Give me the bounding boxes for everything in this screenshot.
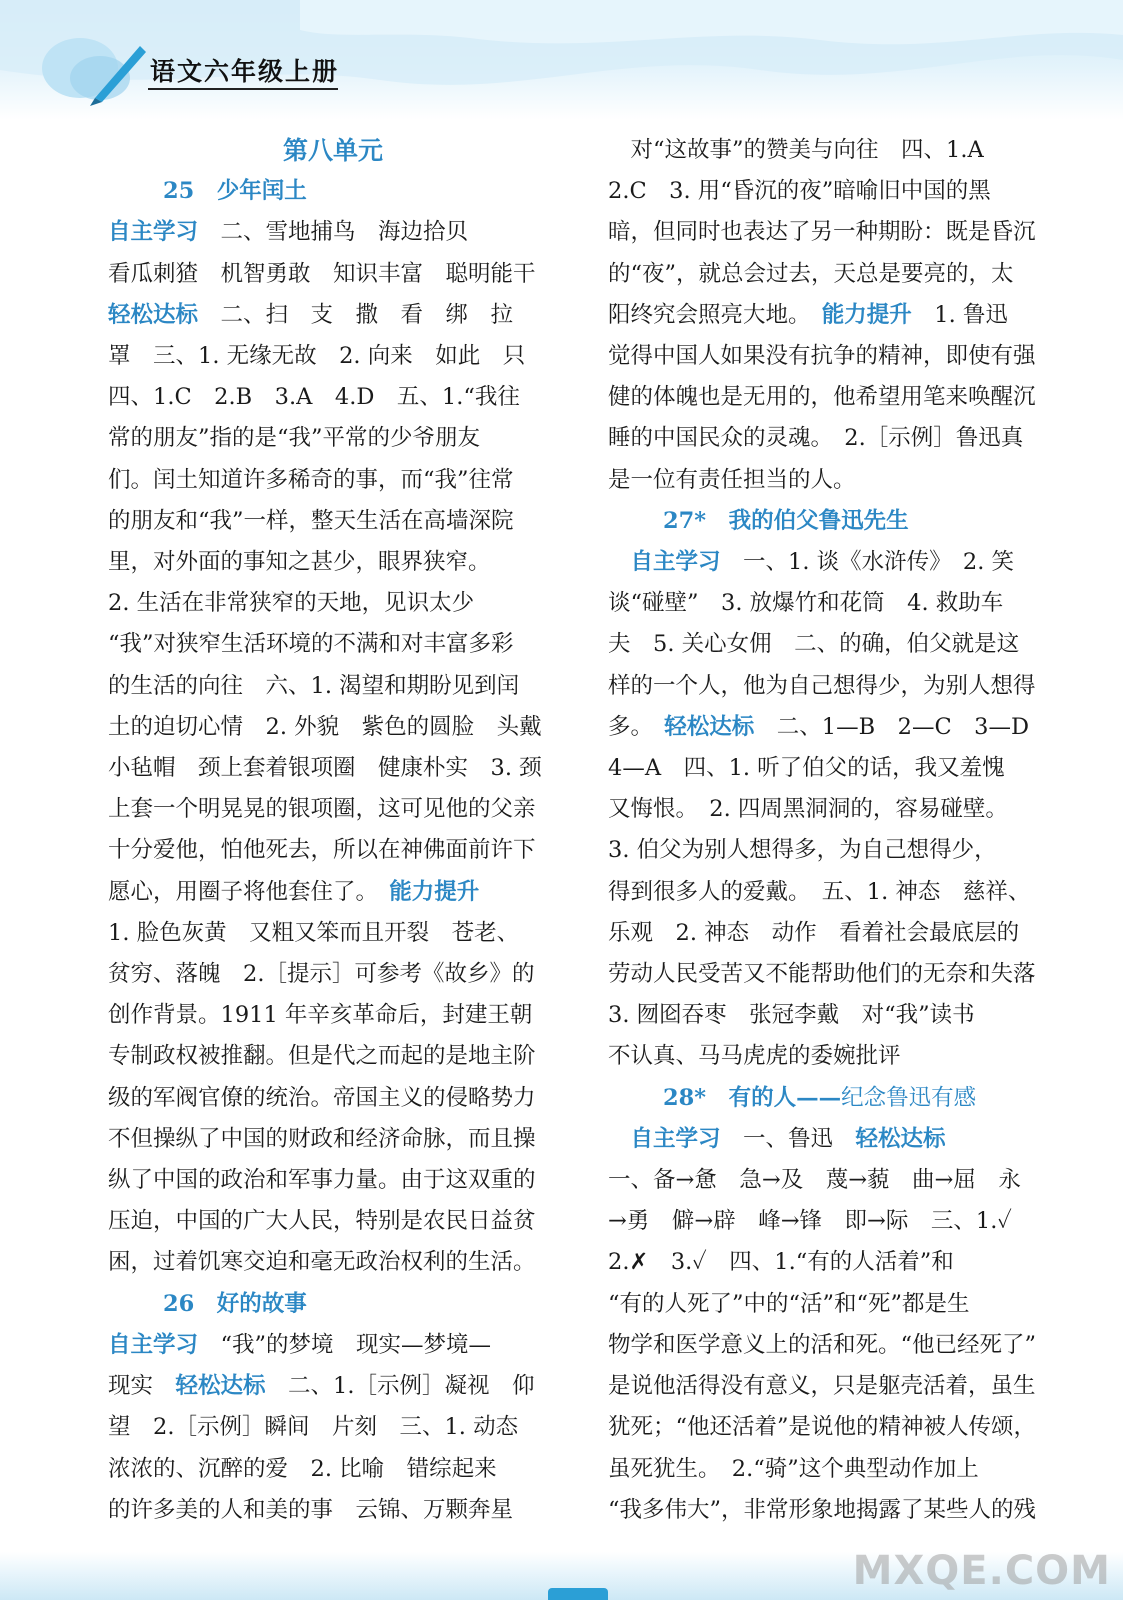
answer-line (108, 1242, 558, 1283)
answer-text: 级的军阀官僚的统治。帝国主义的侵略势力 (108, 1084, 536, 1111)
lesson-title (608, 501, 1063, 542)
book-title: 语文六年级上册 (150, 57, 340, 86)
answer-line (608, 1160, 1063, 1201)
answer-text: 觉得中国人如果没有抗争的精神，即使有强 (608, 343, 1036, 370)
answer-text: 专制政权被推翻。但是代之而起的是地主阶 (108, 1043, 536, 1070)
answer-text: 暗，但同时也表达了另一种期盼：既是昏沉 (608, 219, 1036, 246)
answer-line (108, 624, 558, 665)
answer-text: 里，对外面的事知之甚少，眼界狭窄。 (108, 549, 491, 576)
answer-line (608, 1325, 1063, 1366)
answer-line (608, 913, 1063, 954)
unit-title: 第八单元 (282, 136, 383, 165)
pen-brush-logo-icon (40, 28, 150, 108)
answer-line (608, 254, 1063, 295)
answer-line (108, 460, 558, 501)
answer-text: 们。闰土知道许多稀奇的事，而“我”往常 (108, 466, 514, 493)
answer-text: 是一位有责任担当的人。 (608, 466, 856, 493)
answer-line (108, 789, 558, 830)
answer-text: 又悔恨。 2. 四周黑洞洞的，容易碰壁。 (608, 796, 1008, 823)
answer-text: 2.C 3. 用“昏沉的夜”暗喻旧中国的黑 (608, 178, 991, 205)
answer-text: 健的体魄也是无用的，他希望用笔来唤醒沉 (608, 384, 1036, 411)
answer-line (608, 130, 1063, 171)
answer-text: “我多伟大”，非常形象地揭露了某些人的残 (608, 1496, 1037, 1523)
answer-text: 是说他活得没有意义，只是躯壳活着，虽生 (608, 1373, 1036, 1400)
right-column (608, 130, 1063, 1531)
answer-line (608, 954, 1063, 995)
answer-text: 二、1—B 2—C 3—D (754, 713, 1030, 740)
section-heading: 自主学习 (108, 1331, 199, 1358)
answer-line (608, 1449, 1063, 1490)
answer-text: 夫 5. 关心女佣 二、的确，伯父就是这 (608, 631, 1020, 658)
answer-line (608, 1407, 1063, 1448)
answer-line (108, 501, 558, 542)
answer-text: 得到很多人的爱戴。 五、1. 神态 慈祥、 (608, 878, 1031, 905)
answer-line (108, 1160, 558, 1201)
header-underline (148, 88, 338, 90)
answer-line (608, 872, 1063, 913)
lesson-title-text: 27* 我的伯父鲁迅先生 (663, 507, 909, 534)
answer-line (608, 336, 1063, 377)
lesson-title (608, 1078, 1063, 1119)
answer-line (608, 1036, 1063, 1077)
answer-line (608, 460, 1063, 501)
lesson-title-text: 26 好的故事 (163, 1290, 307, 1317)
answer-line (108, 913, 558, 954)
answer-line (608, 995, 1063, 1036)
answer-line (108, 1201, 558, 1242)
answer-text: 困，过着饥寒交迫和毫无政治权利的生活。 (108, 1249, 536, 1276)
section-heading: 自主学习 (108, 219, 199, 246)
answer-text: 1. 脸色灰黄 又粗又笨而且开裂 苍老、 (108, 919, 520, 946)
answer-text: 3. 伯父为别人想得多，为自己想得少， (608, 837, 997, 864)
answer-line (108, 295, 558, 336)
answer-line (608, 624, 1063, 665)
answer-line (108, 377, 558, 418)
answer-text: 虽死犹生。 2.“骑”这个典型动作加上 (608, 1455, 979, 1482)
lesson-title (108, 1284, 558, 1325)
answer-line (108, 1119, 558, 1160)
answer-text: →勇 僻→辟 峰→锋 即→际 三、1.✓ (608, 1208, 1012, 1235)
section-heading: 轻松达标 (664, 713, 755, 740)
answer-text: 不但操纵了中国的财政和经济命脉，而且操 (108, 1125, 536, 1152)
answer-line (608, 1201, 1063, 1242)
answer-line (608, 707, 1063, 748)
answer-text: “有的人死了”中的“活”和“死”都是生 (608, 1290, 970, 1317)
answer-line (608, 377, 1063, 418)
answer-line (108, 212, 558, 253)
answer-text: 愿心，用圈子将他套住了。 (108, 878, 390, 905)
answer-text: 阳终究会照亮大地。 (608, 301, 822, 328)
section-heading: 能力提升 (821, 301, 912, 328)
answer-line (608, 171, 1063, 212)
answer-text: 1. 鲁迅 (911, 301, 1008, 328)
answer-text: 创作背景。1911 年辛亥革命后，封建王朝 (108, 1002, 533, 1029)
answer-line (608, 1490, 1063, 1531)
answer-text: 样的一个人，他为自己想得少，为别人想得 (608, 672, 1036, 699)
answer-text: 物学和医学意义上的活和死。“他已经死了” (608, 1331, 1037, 1358)
answer-line (108, 254, 558, 295)
answer-text: 一、备→惫 急→及 蔑→藐 曲→屈 永 (608, 1167, 1021, 1194)
answer-text: 常的朋友”指的是“我”平常的少爷朋友 (108, 425, 481, 452)
answer-text: 的许多美的人和美的事 云锦、万颗奔星 (108, 1496, 514, 1523)
answer-text: 3. 囫囵吞枣 张冠李戴 对“我”读书 (608, 1002, 975, 1029)
answer-line (108, 418, 558, 459)
answer-line (108, 872, 558, 913)
answer-text: 纵了中国的政治和军事力量。由于这双重的 (108, 1167, 536, 1194)
answer-text: 小毡帽 颈上套着银项圈 健康朴实 3. 颈 (108, 755, 542, 782)
answer-line (108, 748, 558, 789)
answer-line (608, 1242, 1063, 1283)
answer-text: 现实 (108, 1373, 176, 1400)
answer-line (108, 1449, 558, 1490)
answer-line (108, 995, 558, 1036)
section-heading: 轻松达标 (108, 301, 199, 328)
answer-line (108, 542, 558, 583)
answer-text: 二、扫 支 撒 看 绑 拉 (198, 301, 514, 328)
answer-text: 4—A 四、1. 听了伯父的话，我又羞愧 (608, 755, 1005, 782)
answer-text: 二、雪地捕鸟 海边拾贝 (198, 219, 469, 246)
left-column (108, 130, 558, 1531)
answer-line (608, 666, 1063, 707)
answer-text: 土的迫切心情 2. 外貌 紫色的圆脸 头戴 (108, 713, 542, 740)
answer-line (108, 336, 558, 377)
page-tab (548, 1588, 608, 1600)
answer-text: 2. 生活在非常狭窄的天地，见识太少 (108, 590, 475, 617)
answer-line (108, 1036, 558, 1077)
section-heading: 能力提升 (389, 878, 480, 905)
watermark: MXQE.COM (852, 1548, 1111, 1594)
answer-line (608, 295, 1063, 336)
answer-line (108, 954, 558, 995)
answer-text: 乐观 2. 神态 动作 看着社会最底层的 (608, 919, 1020, 946)
answer-line (108, 830, 558, 871)
answer-text: 一、鲁迅 (720, 1125, 856, 1152)
answer-text: 犹死；“他还活着”是说他的精神被人传颂， (608, 1414, 1037, 1441)
section-heading: 轻松达标 (855, 1125, 946, 1152)
answer-line (608, 542, 1063, 583)
answer-text: 不认真、马马虎虎的委婉批评 (608, 1043, 901, 1070)
answer-text: 四、1.C 2.B 3.A 4.D 五、1.“我往 (108, 384, 520, 411)
answer-text: 的“夜”，就总会过去，天总是要亮的，太 (608, 260, 1014, 287)
answer-line (108, 1490, 558, 1531)
answer-line (108, 666, 558, 707)
answer-line (608, 418, 1063, 459)
answer-text: 劳动人民受苦又不能帮助他们的无奈和失落 (608, 961, 1036, 988)
answer-line (608, 789, 1063, 830)
answer-line (608, 830, 1063, 871)
answer-text: 贫穷、落魄 2.［提示］可参考《故乡》的 (108, 961, 535, 988)
answer-text: 一、1. 谈《水浒传》 2. 笑 (720, 549, 1015, 576)
answer-text: 压迫，中国的广大人民，特别是农民日益贫 (108, 1208, 536, 1235)
answer-line (608, 1366, 1063, 1407)
answer-text: 多。 (608, 713, 665, 740)
answer-line (108, 1325, 558, 1366)
section-heading: 自主学习 (608, 1125, 721, 1152)
answer-text: 上套一个明晃晃的银项圈，这可见他的父亲 (108, 796, 536, 823)
answer-line (108, 707, 558, 748)
answer-text: 的朋友和“我”一样，整天生活在高墙深院 (108, 507, 514, 534)
lesson-title-text: 28* 有的人—— (663, 1084, 842, 1111)
answer-line (108, 1407, 558, 1448)
answer-text: 看瓜刺猹 机智勇敢 知识丰富 聪明能干 (108, 260, 536, 287)
answer-text: 谈“碰壁” 3. 放爆竹和花筒 4. 救助车 (608, 590, 1004, 617)
answer-text: “我”的梦境 现实—梦境— (198, 1331, 492, 1358)
answer-text: “我”对狭窄生活环境的不满和对丰富多彩 (108, 631, 514, 658)
answer-line (108, 1366, 558, 1407)
answer-line (608, 583, 1063, 624)
answer-text: 浓浓的、沉醉的爱 2. 比喻 错综起来 (108, 1455, 497, 1482)
answer-line (608, 212, 1063, 253)
answer-text: 2.✗ 3.✓ 四、1.“有的人活着”和 (608, 1249, 954, 1276)
answer-text: 的生活的向往 六、1. 渴望和期盼见到闰 (108, 672, 520, 699)
answer-text: 二、1.［示例］凝视 仰 (265, 1373, 535, 1400)
lesson-title (108, 171, 558, 212)
answer-line (608, 1119, 1063, 1160)
answer-line (608, 1284, 1063, 1325)
lesson-subtitle: 纪念鲁迅有感 (841, 1084, 977, 1111)
section-heading: 自主学习 (608, 549, 721, 576)
answer-line (108, 583, 558, 624)
answer-text: 十分爱他，怕他死去，所以在神佛面前许下 (108, 837, 536, 864)
answer-line (108, 1078, 558, 1119)
answer-text: 对“这故事”的赞美与向往 四、1.A (608, 137, 984, 163)
lesson-title-text: 25 少年闰土 (163, 178, 307, 205)
section-heading: 轻松达标 (175, 1373, 266, 1400)
answer-text: 望 2.［示例］瞬间 片刻 三、1. 动态 (108, 1414, 519, 1441)
answer-line (608, 748, 1063, 789)
answer-text: 罩 三、1. 无缘无故 2. 向来 如此 只 (108, 343, 526, 370)
answer-text: 睡的中国民众的灵魂。 2.［示例］鲁迅真 (608, 425, 1024, 452)
